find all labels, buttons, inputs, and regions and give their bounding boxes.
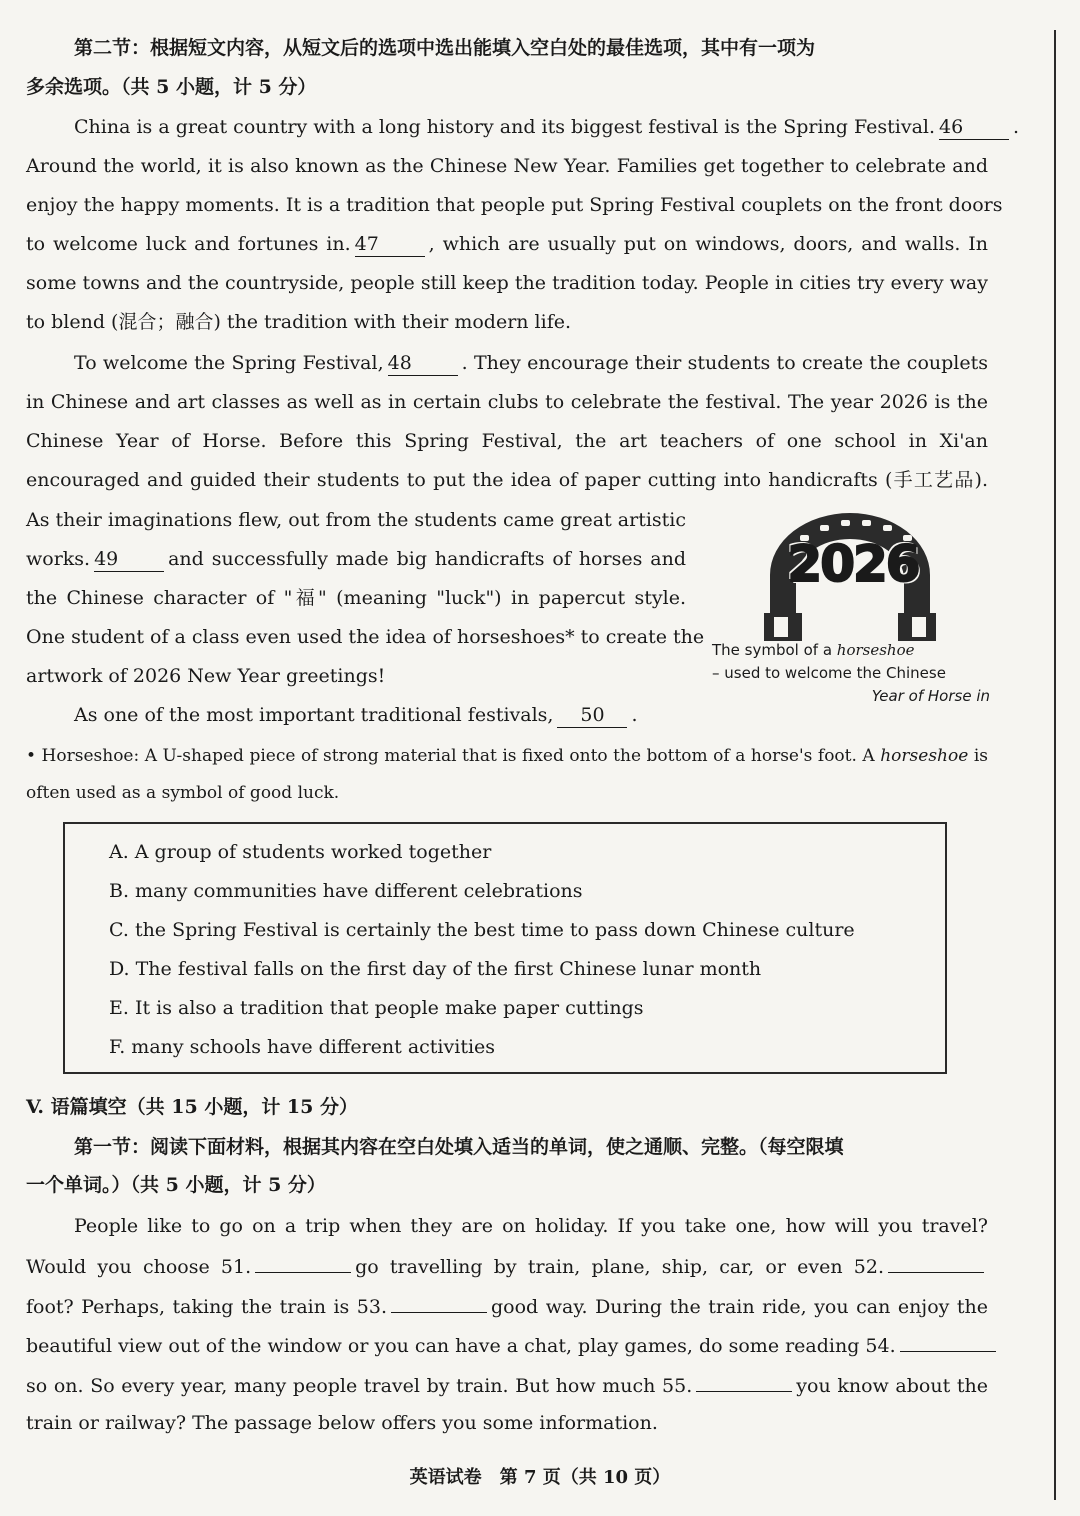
passage-line: China is a great country with a long history and its biggest festival is the Spring Festival. 46 . <box>74 116 1020 138</box>
passage-line: train or railway? The passage below offers you some information. <box>26 1412 658 1434</box>
part-subheading-line2: 一个单词。）（共 5 小题，计 5 分） <box>26 1174 326 1196</box>
passage-line: Would you choose 51. go travelling by train, plane, ship, car, or even 52. <box>26 1252 988 1281</box>
option-e: E. It is also a tradition that people make paper cuttings <box>109 997 644 1019</box>
passage-line: To welcome the Spring Festival, 48 . They encourage their students to create the couplets <box>74 352 988 374</box>
blank-54[interactable] <box>900 1331 996 1352</box>
figure-year: 2026 <box>787 535 919 593</box>
part-subheading-line1: 第一节：阅读下面材料，根据其内容在空白处填入适当的单词，使之通顺、完整。（每空限填 <box>74 1136 844 1158</box>
blank-50[interactable]: 50 <box>557 703 627 728</box>
passage-line: As one of the most important traditional festivals, 50 . <box>74 704 638 726</box>
section-heading-line2: 多余选项。（共 5 小题，计 5 分） <box>26 76 317 98</box>
option-b: B. many communities have different celebrations <box>109 880 583 902</box>
passage-line: As their imaginations flew, out from the students came great artistic <box>26 509 687 531</box>
passage-line: some towns and the countryside, people still keep the tradition today. People in cities try every way <box>26 272 988 294</box>
passage-line: in Chinese and art classes as well as in certain clubs to celebrate the festival. The year 2026 is the <box>26 391 988 413</box>
option-f: F. many schools have different activities <box>109 1036 496 1058</box>
page-footer: 英语试卷 第 7 页（共 10 页） <box>409 1467 671 1488</box>
passage-line: to blend (混合；融合) the tradition with their modern life. <box>26 311 572 333</box>
figure-caption-line3: Year of Horse in <box>871 687 990 705</box>
blank-55[interactable] <box>696 1371 792 1392</box>
option-a: A. A group of students worked together <box>109 841 492 863</box>
option-c: C. the Spring Festival is certainly the best time to pass down Chinese culture <box>109 919 855 941</box>
blank-46[interactable]: 46 <box>939 115 1009 140</box>
passage-line: to welcome luck and fortunes in. 47 , which are usually put on windows, doors, and walls. In <box>26 233 988 255</box>
part-heading: V. 语篇填空（共 15 小题，计 15 分） <box>26 1096 358 1118</box>
blank-53[interactable] <box>391 1292 487 1313</box>
passage-line: the Chinese character of "福" (meaning "luck") in papercut style. <box>26 587 686 609</box>
blank-48[interactable]: 48 <box>388 351 458 376</box>
passage-line: artwork of 2026 New Year greetings! <box>26 665 386 687</box>
passage-line: encouraged and guided their students to put the idea of paper cutting into handicrafts (手工艺品). <box>26 469 988 491</box>
blank-52[interactable] <box>888 1252 984 1273</box>
passage-line: Around the world, it is also known as the Chinese New Year. Families get together to celebrate and <box>26 155 988 177</box>
passage-line: so on. So every year, many people travel by train. But how much 55. you know about the <box>26 1371 988 1400</box>
section-heading-line1: 第二节：根据短文内容，从短文后的选项中选出能填入空白处的最佳选项，其中有一项为 <box>74 37 816 59</box>
options-box <box>63 822 947 1074</box>
passage-line: One student of a class even used the idea of horseshoes* to create the <box>26 626 705 648</box>
horseshoe-figure <box>708 505 990 715</box>
passage-line: People like to go on a trip when they are on holiday. If you take one, how will you travel? <box>74 1215 988 1237</box>
figure-caption-line2: – used to welcome the Chinese <box>712 664 946 682</box>
blank-49[interactable]: 49 <box>94 547 164 572</box>
blank-51[interactable] <box>255 1252 351 1273</box>
blank-47[interactable]: 47 <box>355 232 425 257</box>
passage-line: foot? Perhaps, taking the train is 53. good way. During the train ride, you can enjoy the <box>26 1292 988 1321</box>
footnote-line1: • Horseshoe: A U-shaped piece of strong material that is fixed onto the bottom of a horse's foot. A horseshoe is <box>26 746 988 766</box>
passage-line: beautiful view out of the window or you can have a chat, play games, do some reading 54. <box>26 1331 988 1360</box>
margin-rule <box>1054 30 1056 1500</box>
figure-caption-line1: The symbol of a horseshoe <box>712 641 915 659</box>
footnote-line2: often used as a symbol of good luck. <box>26 783 340 803</box>
option-d: D. The festival falls on the first day of the first Chinese lunar month <box>109 958 762 980</box>
passage-line: works. 49 and successfully made big handicrafts of horses and <box>26 548 686 570</box>
passage-line: Chinese Year of Horse. Before this Spring Festival, the art teachers of one school in Xi'an <box>26 430 988 452</box>
passage-line: enjoy the happy moments. It is a tradition that people put Spring Festival couplets on the front doors <box>26 194 1003 216</box>
